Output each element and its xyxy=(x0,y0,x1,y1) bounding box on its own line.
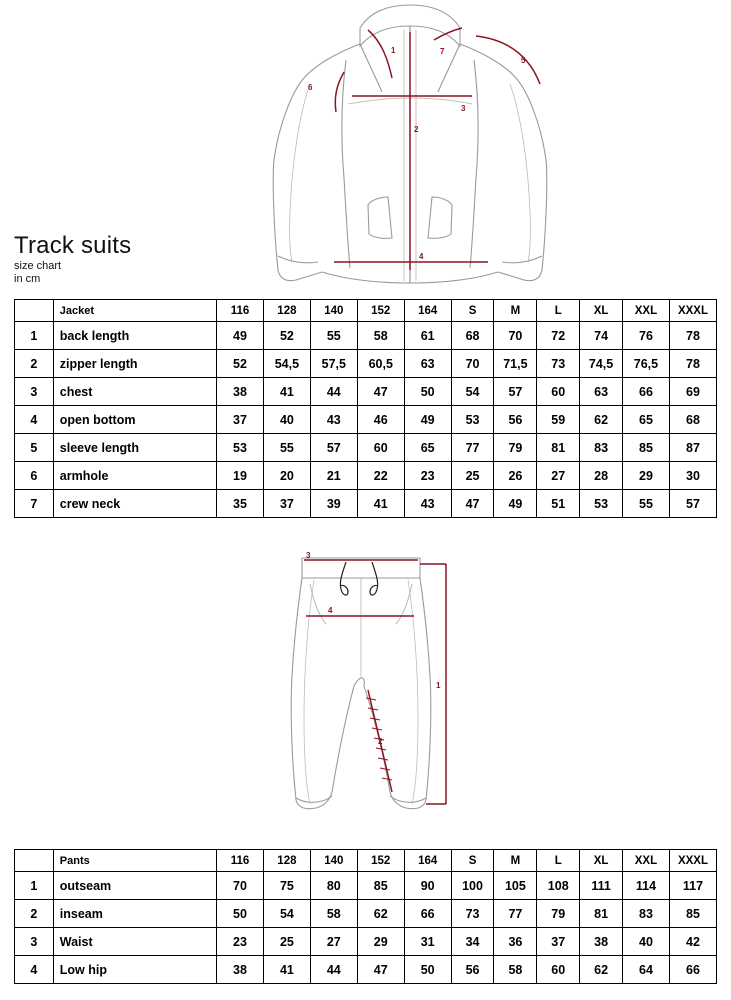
cell: 65 xyxy=(623,406,670,434)
cell: 79 xyxy=(494,434,537,462)
table-header-row xyxy=(15,300,717,322)
cell: 30 xyxy=(669,462,716,490)
jacket-callout-6: 6 xyxy=(308,83,313,92)
cell: 54,5 xyxy=(263,350,310,378)
column-header-128: 128 xyxy=(263,850,310,872)
row-label: zipper length xyxy=(53,350,216,378)
cell: 50 xyxy=(404,378,451,406)
index-header xyxy=(15,850,54,872)
cell: 80 xyxy=(310,872,357,900)
jacket-size-table xyxy=(14,299,717,518)
cell: 43 xyxy=(404,490,451,518)
jacket-illustration xyxy=(248,0,578,290)
pants-callout-2: 2 xyxy=(378,737,383,746)
row-label: sleeve length xyxy=(53,434,216,462)
cell: 40 xyxy=(263,406,310,434)
cell: 37 xyxy=(263,490,310,518)
row-index: 3 xyxy=(15,378,54,406)
cell: 38 xyxy=(580,928,623,956)
cell: 71,5 xyxy=(494,350,537,378)
row-label: Waist xyxy=(53,928,216,956)
cell: 53 xyxy=(580,490,623,518)
cell: 39 xyxy=(310,490,357,518)
jacket-technical-drawing xyxy=(248,0,578,290)
column-header-164: 164 xyxy=(404,300,451,322)
cell: 56 xyxy=(451,956,494,984)
cell: 42 xyxy=(669,928,716,956)
jacket-callout-4: 4 xyxy=(419,252,424,261)
table-row xyxy=(15,434,717,462)
cell: 36 xyxy=(494,928,537,956)
cell: 27 xyxy=(310,928,357,956)
cell: 19 xyxy=(217,462,264,490)
cell: 53 xyxy=(217,434,264,462)
subtitle-size-chart: size chart xyxy=(14,260,62,272)
column-header-152: 152 xyxy=(357,850,404,872)
cell: 54 xyxy=(263,900,310,928)
cell: 61 xyxy=(404,322,451,350)
cell: 23 xyxy=(217,928,264,956)
column-header-140: 140 xyxy=(310,300,357,322)
cell: 46 xyxy=(357,406,404,434)
column-header-xxl: XXL xyxy=(623,850,670,872)
cell: 76,5 xyxy=(623,350,670,378)
row-index: 4 xyxy=(15,956,54,984)
row-index: 2 xyxy=(15,350,54,378)
column-header-l: L xyxy=(537,300,580,322)
column-header-xxxl: XXXL xyxy=(669,300,716,322)
cell: 81 xyxy=(537,434,580,462)
row-label: Low hip xyxy=(53,956,216,984)
cell: 22 xyxy=(357,462,404,490)
cell: 29 xyxy=(623,462,670,490)
cell: 85 xyxy=(669,900,716,928)
cell: 37 xyxy=(537,928,580,956)
row-label: inseam xyxy=(53,900,216,928)
cell: 26 xyxy=(494,462,537,490)
cell: 41 xyxy=(357,490,404,518)
jacket-callout-3: 3 xyxy=(461,104,466,113)
cell: 20 xyxy=(263,462,310,490)
cell: 60,5 xyxy=(357,350,404,378)
cell: 56 xyxy=(494,406,537,434)
cell: 55 xyxy=(623,490,670,518)
cell: 52 xyxy=(217,350,264,378)
cell: 38 xyxy=(217,956,264,984)
title-block xyxy=(14,232,244,286)
cell: 77 xyxy=(451,434,494,462)
column-header-164: 164 xyxy=(404,850,451,872)
cell: 57,5 xyxy=(310,350,357,378)
cell: 63 xyxy=(580,378,623,406)
cell: 66 xyxy=(623,378,670,406)
jacket-callout-1: 1 xyxy=(391,46,396,55)
column-header-116: 116 xyxy=(217,300,264,322)
cell: 79 xyxy=(537,900,580,928)
table-row xyxy=(15,490,717,518)
cell: 47 xyxy=(357,956,404,984)
page-title: Track suits xyxy=(14,232,132,259)
pants-callout-1: 1 xyxy=(436,681,441,690)
column-header-s: S xyxy=(451,850,494,872)
row-index: 1 xyxy=(15,322,54,350)
cell: 52 xyxy=(263,322,310,350)
jacket-callout-7: 7 xyxy=(440,47,445,56)
cell: 62 xyxy=(580,406,623,434)
table-row xyxy=(15,900,717,928)
cell: 58 xyxy=(310,900,357,928)
cell: 60 xyxy=(357,434,404,462)
table-row xyxy=(15,872,717,900)
cell: 53 xyxy=(451,406,494,434)
cell: 59 xyxy=(537,406,580,434)
cell: 40 xyxy=(623,928,670,956)
cell: 72 xyxy=(537,322,580,350)
cell: 81 xyxy=(580,900,623,928)
cell: 54 xyxy=(451,378,494,406)
column-header-xxxl: XXXL xyxy=(669,850,716,872)
cell: 74,5 xyxy=(580,350,623,378)
cell: 65 xyxy=(404,434,451,462)
column-header-m: M xyxy=(494,300,537,322)
cell: 90 xyxy=(404,872,451,900)
column-header-m: M xyxy=(494,850,537,872)
cell: 83 xyxy=(580,434,623,462)
cell: 55 xyxy=(263,434,310,462)
row-label: outseam xyxy=(53,872,216,900)
cell: 58 xyxy=(494,956,537,984)
row-index: 4 xyxy=(15,406,54,434)
cell: 47 xyxy=(451,490,494,518)
cell: 44 xyxy=(310,378,357,406)
table-row xyxy=(15,928,717,956)
cell: 117 xyxy=(669,872,716,900)
cell: 57 xyxy=(669,490,716,518)
row-label: open bottom xyxy=(53,406,216,434)
column-header-xl: XL xyxy=(580,850,623,872)
row-label: back length xyxy=(53,322,216,350)
cell: 62 xyxy=(580,956,623,984)
subtitle-units: in cm xyxy=(14,273,41,285)
row-index: 7 xyxy=(15,490,54,518)
row-label: chest xyxy=(53,378,216,406)
cell: 70 xyxy=(217,872,264,900)
cell: 114 xyxy=(623,872,670,900)
jacket-callout-2: 2 xyxy=(414,125,419,134)
row-label: armhole xyxy=(53,462,216,490)
cell: 34 xyxy=(451,928,494,956)
cell: 64 xyxy=(623,956,670,984)
cell: 83 xyxy=(623,900,670,928)
index-header xyxy=(15,300,54,322)
jacket-callout-5: 5 xyxy=(521,56,526,65)
column-header-xxl: XXL xyxy=(623,300,670,322)
cell: 55 xyxy=(310,322,357,350)
cell: 50 xyxy=(217,900,264,928)
cell: 49 xyxy=(217,322,264,350)
cell: 66 xyxy=(669,956,716,984)
cell: 70 xyxy=(451,350,494,378)
row-index: 3 xyxy=(15,928,54,956)
cell: 23 xyxy=(404,462,451,490)
table-row xyxy=(15,350,717,378)
cell: 28 xyxy=(580,462,623,490)
cell: 60 xyxy=(537,378,580,406)
table-header-row xyxy=(15,850,717,872)
cell: 57 xyxy=(310,434,357,462)
row-index: 2 xyxy=(15,900,54,928)
cell: 35 xyxy=(217,490,264,518)
cell: 105 xyxy=(494,872,537,900)
cell: 85 xyxy=(623,434,670,462)
column-header-xl: XL xyxy=(580,300,623,322)
row-index: 1 xyxy=(15,872,54,900)
table-row xyxy=(15,406,717,434)
cell: 47 xyxy=(357,378,404,406)
pants-size-table xyxy=(14,849,717,984)
cell: 87 xyxy=(669,434,716,462)
cell: 78 xyxy=(669,350,716,378)
table-row xyxy=(15,956,717,984)
column-header-l: L xyxy=(537,850,580,872)
cell: 85 xyxy=(357,872,404,900)
column-header-140: 140 xyxy=(310,850,357,872)
cell: 43 xyxy=(310,406,357,434)
cell: 77 xyxy=(494,900,537,928)
cell: 73 xyxy=(537,350,580,378)
cell: 25 xyxy=(451,462,494,490)
pants-technical-drawing xyxy=(280,548,480,828)
cell: 58 xyxy=(357,322,404,350)
cell: 41 xyxy=(263,956,310,984)
cell: 76 xyxy=(623,322,670,350)
pants-callout-4: 4 xyxy=(328,606,333,615)
cell: 49 xyxy=(404,406,451,434)
cell: 63 xyxy=(404,350,451,378)
cell: 21 xyxy=(310,462,357,490)
cell: 75 xyxy=(263,872,310,900)
column-header-128: 128 xyxy=(263,300,310,322)
cell: 62 xyxy=(357,900,404,928)
cell: 73 xyxy=(451,900,494,928)
row-index: 6 xyxy=(15,462,54,490)
cell: 44 xyxy=(310,956,357,984)
pants-illustration xyxy=(280,548,480,828)
cell: 66 xyxy=(404,900,451,928)
cell: 31 xyxy=(404,928,451,956)
cell: 111 xyxy=(580,872,623,900)
pants-callout-3: 3 xyxy=(306,551,311,560)
cell: 51 xyxy=(537,490,580,518)
cell: 37 xyxy=(217,406,264,434)
table-row xyxy=(15,322,717,350)
cell: 57 xyxy=(494,378,537,406)
cell: 41 xyxy=(263,378,310,406)
column-header-s: S xyxy=(451,300,494,322)
cell: 78 xyxy=(669,322,716,350)
row-label: crew neck xyxy=(53,490,216,518)
row-index: 5 xyxy=(15,434,54,462)
cell: 108 xyxy=(537,872,580,900)
cell: 50 xyxy=(404,956,451,984)
cell: 68 xyxy=(451,322,494,350)
table-row xyxy=(15,462,717,490)
column-header-pants: Pants xyxy=(53,850,216,872)
cell: 49 xyxy=(494,490,537,518)
column-header-116: 116 xyxy=(217,850,264,872)
cell: 60 xyxy=(537,956,580,984)
cell: 25 xyxy=(263,928,310,956)
column-header-jacket: Jacket xyxy=(53,300,216,322)
cell: 69 xyxy=(669,378,716,406)
cell: 29 xyxy=(357,928,404,956)
cell: 74 xyxy=(580,322,623,350)
cell: 38 xyxy=(217,378,264,406)
table-row xyxy=(15,378,717,406)
column-header-152: 152 xyxy=(357,300,404,322)
cell: 100 xyxy=(451,872,494,900)
cell: 68 xyxy=(669,406,716,434)
cell: 70 xyxy=(494,322,537,350)
cell: 27 xyxy=(537,462,580,490)
